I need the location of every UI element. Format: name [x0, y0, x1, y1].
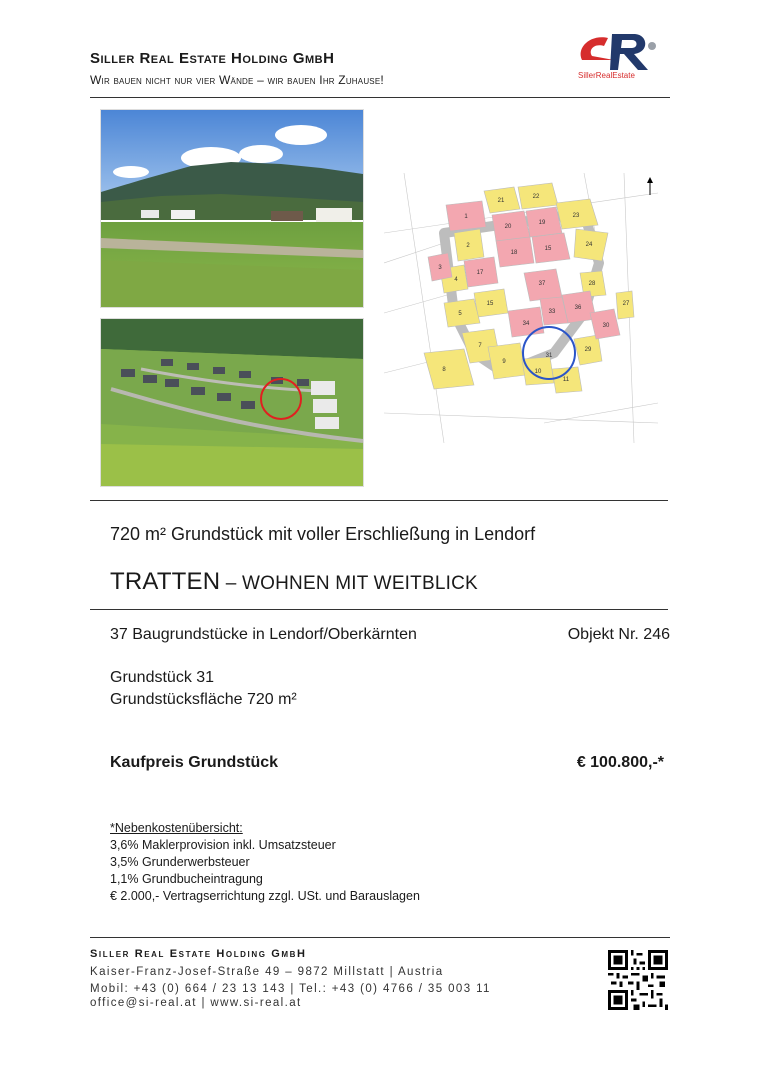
- object-number: Objekt Nr. 246: [567, 626, 670, 643]
- svg-text:34: 34: [522, 321, 530, 327]
- aerial-settlement-photo: [100, 318, 364, 487]
- svg-text:33: 33: [548, 309, 556, 315]
- svg-text:36: 36: [574, 305, 582, 311]
- svg-text:21: 21: [497, 198, 505, 204]
- svg-text:20: 20: [504, 224, 512, 230]
- title-rest: – WOHNEN MIT WEITBLICK: [220, 573, 478, 594]
- cost-item: 3,5% Grunderwerbsteuer: [110, 855, 250, 869]
- svg-text:30: 30: [602, 323, 610, 329]
- footer-address: Kaiser-Franz-Josef-Straße 49 – 9872 Millstatt | Austria: [90, 966, 444, 978]
- svg-text:17: 17: [476, 270, 484, 276]
- header-divider: [90, 97, 670, 98]
- footer-divider: [90, 937, 670, 938]
- svg-text:9: 9: [502, 359, 506, 365]
- lot-number: Grundstück 31: [110, 669, 215, 686]
- costs-heading: *Nebenkostenübersicht:: [110, 821, 243, 835]
- title-main: TRATTEN: [110, 568, 221, 595]
- svg-text:7: 7: [478, 343, 482, 349]
- svg-text:24: 24: [585, 242, 593, 248]
- divider-1: [90, 500, 668, 501]
- svg-text:5: 5: [458, 311, 462, 317]
- svg-text:18: 18: [510, 250, 518, 256]
- footer-web[interactable]: office@si-real.at | www.si-real.at: [90, 997, 302, 1009]
- price-label: Kaufpreis Grundstück: [110, 754, 279, 771]
- svg-text:4: 4: [454, 277, 458, 283]
- svg-text:15: 15: [486, 301, 494, 307]
- cost-item: € 2.000,- Vertragserrichtung zzgl. USt. und Barauslagen: [110, 889, 420, 903]
- svg-text:27: 27: [622, 301, 630, 307]
- listing-subtitle: 720 m² Grundstück mit voller Erschließung in Lendorf: [110, 524, 536, 544]
- siller-logo: [568, 26, 674, 84]
- svg-text:15: 15: [544, 246, 552, 252]
- svg-text:11: 11: [562, 377, 570, 383]
- listing-title: [110, 568, 478, 596]
- cost-item: 1,1% Grundbucheintragung: [110, 872, 263, 886]
- svg-text:1: 1: [464, 214, 468, 220]
- footer-company: Siller Real Estate Holding GmbH: [90, 948, 307, 960]
- footer-phone: Mobil: +43 (0) 664 / 23 13 143 | Tel.: +43 (0) 4766 / 35 003 11: [90, 983, 491, 995]
- company-slogan: Wir bauen nicht nur vier Wände – wir bauen Ihr Zuhause!: [90, 73, 384, 87]
- site-plan-map: [384, 173, 658, 443]
- logo-text: SillerRealEstate: [578, 71, 635, 80]
- lot-area: Grundstücksfläche 720 m²: [110, 691, 297, 708]
- meadow-mountain-photo: [100, 109, 364, 308]
- svg-text:2: 2: [466, 243, 470, 249]
- svg-text:37: 37: [538, 281, 546, 287]
- svg-text:31: 31: [545, 353, 553, 359]
- svg-text:29: 29: [584, 347, 592, 353]
- svg-text:28: 28: [588, 281, 596, 287]
- cost-item: 3,6% Maklerprovision inkl. Umsatzsteuer: [110, 838, 336, 852]
- svg-text:10: 10: [534, 369, 542, 375]
- price-value: € 100.800,-*: [576, 754, 664, 771]
- project-description: 37 Baugrundstücke in Lendorf/Oberkärnten: [110, 626, 417, 643]
- svg-text:23: 23: [572, 213, 580, 219]
- svg-text:3: 3: [438, 265, 442, 271]
- qr-code: [608, 950, 668, 1010]
- svg-text:19: 19: [538, 220, 546, 226]
- svg-text:22: 22: [532, 194, 540, 200]
- svg-text:8: 8: [442, 367, 446, 373]
- divider-2: [90, 609, 668, 610]
- company-name: Siller Real Estate Holding GmbH: [90, 50, 335, 67]
- additional-costs: [110, 820, 420, 905]
